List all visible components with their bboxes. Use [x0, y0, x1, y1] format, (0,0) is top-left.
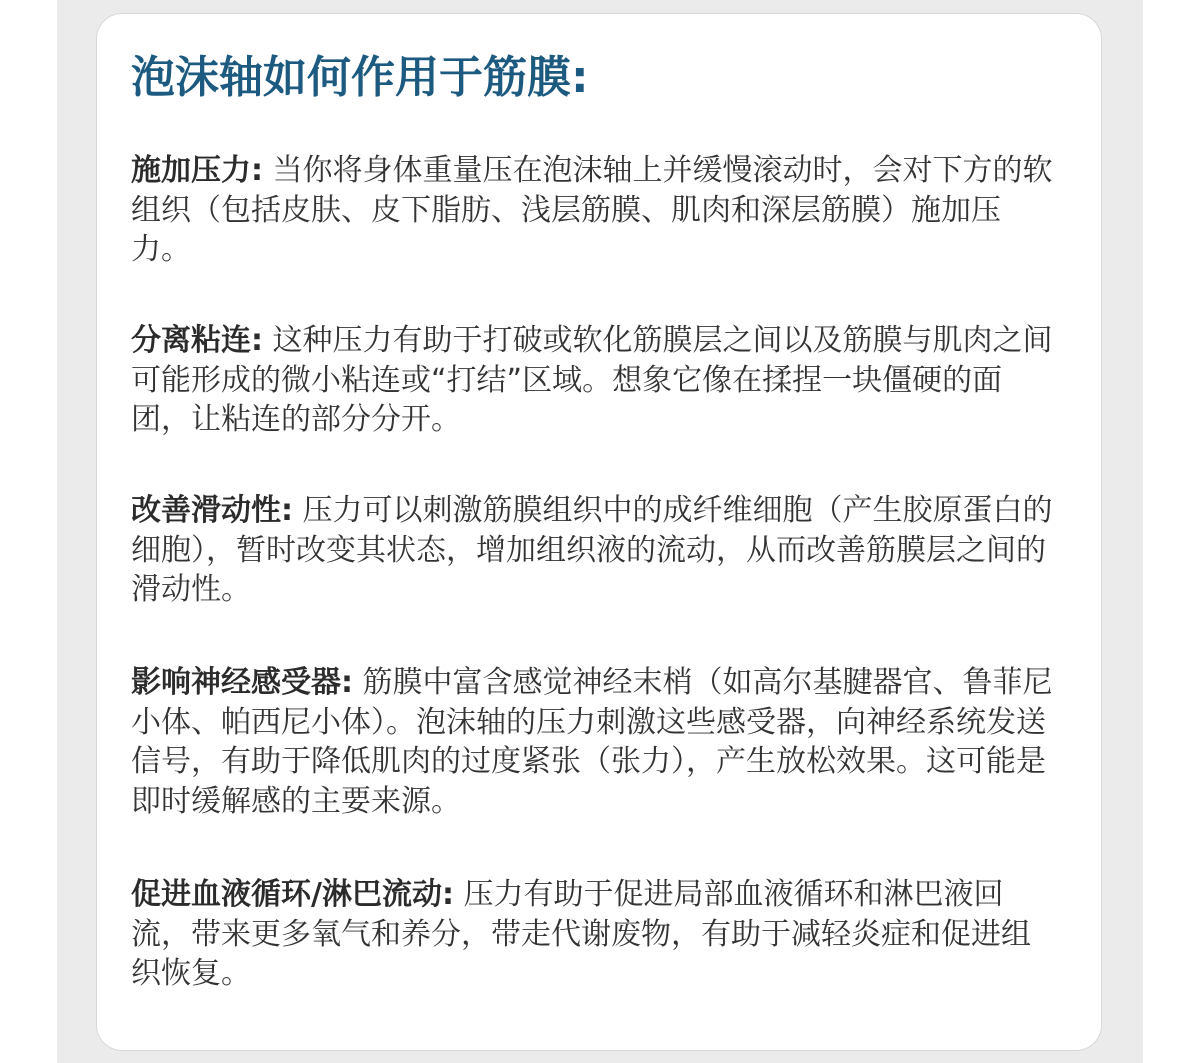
item-label: 影响神经感受器: — [131, 665, 353, 700]
item-label: 促进血液循环/淋巴流动: — [131, 877, 454, 912]
list-item-separate-adhesions — [131, 321, 1053, 440]
content-card — [96, 13, 1102, 1051]
page-title: 泡沫轴如何作用于筋膜: — [131, 52, 589, 103]
item-label: 施加压力: — [131, 153, 263, 188]
item-text: 这种压力有助于打破或软化筋膜层之间以及筋膜与肌肉之间可能形成的微小粘连或“打结”区域。想象它像在揉捏一块僵硬的面团，让粘连的部分分开。 — [131, 323, 1053, 437]
list-item-nerve-receptors — [131, 663, 1053, 821]
item-text: 压力可以刺激筋膜组织中的成纤维细胞（产生胶原蛋白的细胞），暂时改变其状态，增加组织液的流动，从而改善筋膜层之间的滑动性。 — [131, 493, 1053, 607]
list-item-circulation — [131, 875, 1053, 994]
list-item-improve-glide — [131, 491, 1053, 610]
item-text: 当你将身体重量压在泡沫轴上并缓慢滚动时，会对下方的软组织（包括皮肤、皮下脂肪、浅层筋膜、肌肉和深层筋膜）施加压力。 — [131, 153, 1053, 267]
item-label: 分离粘连: — [131, 323, 263, 358]
list-item-apply-pressure — [131, 151, 1053, 270]
item-text: 压力有助于促进局部血液循环和淋巴液回流，带来更多氧气和养分，带走代谢废物，有助于减轻炎症和促进组织恢复。 — [131, 877, 1031, 991]
item-label: 改善滑动性: — [131, 493, 293, 528]
item-text: 筋膜中富含感觉神经末梢（如高尔基腱器官、鲁菲尼小体、帕西尼小体）。泡沫轴的压力刺激这些感受器，向神经系统发送信号，有助于降低肌肉的过度紧张（张力），产生放松效果。这可能是即时缓解感的主要来源。 — [131, 665, 1053, 819]
